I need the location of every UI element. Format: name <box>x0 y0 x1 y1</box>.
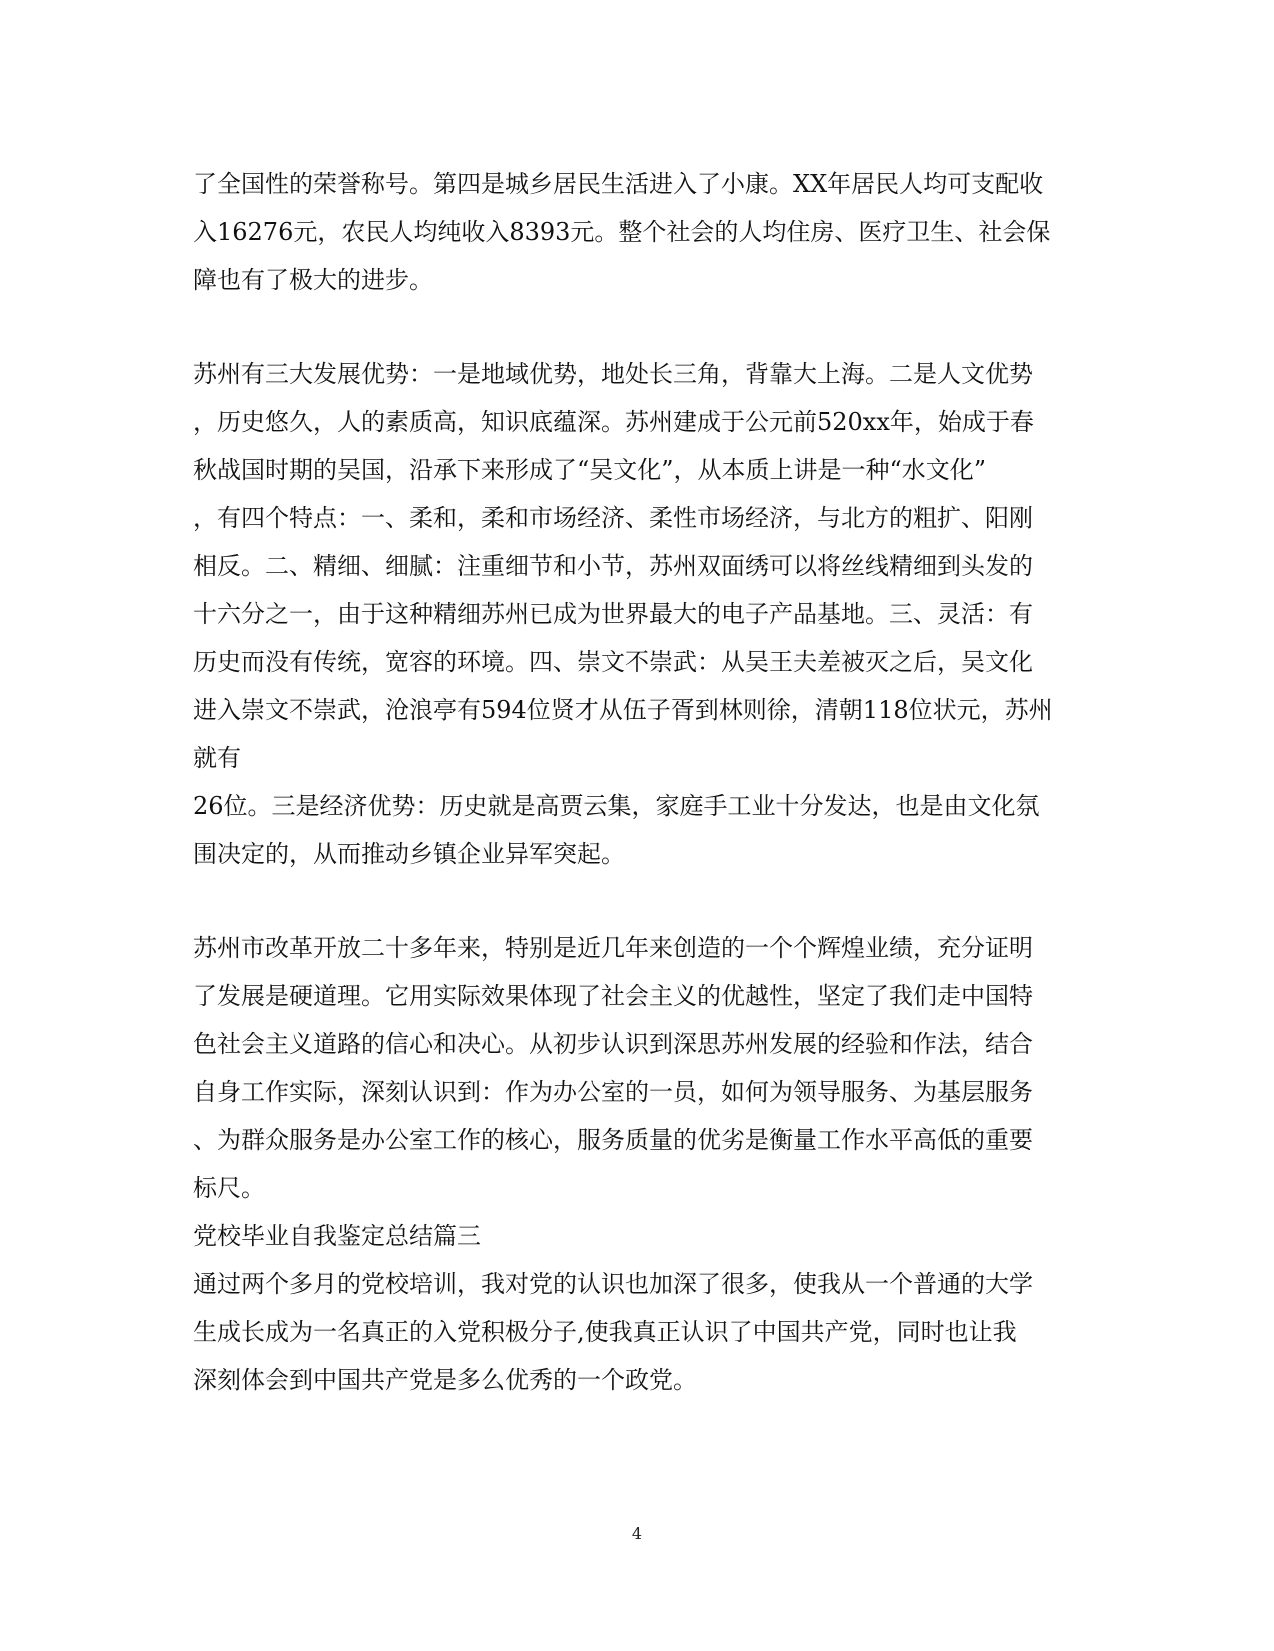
text-line: 历史而没有传统，宽容的环境。四、崇文不崇武：从吴王夫差被灭之后，吴文化 <box>193 648 1033 676</box>
text-line: 相反。二、精细、细腻：注重细节和小节，苏州双面绣可以将丝线精细到头发的 <box>193 552 1033 580</box>
paragraph-spacer <box>193 304 1078 350</box>
text-line: 障也有了极大的进步。 <box>193 266 433 294</box>
paragraph-1 <box>193 160 1078 304</box>
heading-text: 党校毕业自我鉴定总结篇三 <box>193 1222 481 1250</box>
paragraph-4 <box>193 1260 1078 1404</box>
text-line: 色社会主义道路的信心和决心。从初步认识到深思苏州发展的经验和作法，结合 <box>193 1030 1033 1058</box>
text-line: ，历史悠久，人的素质高，知识底蕴深。苏州建成于公元前520xx年，始成于春 <box>193 408 1034 436</box>
section-heading <box>193 1212 1078 1260</box>
text-line: 苏州市改革开放二十多年来，特别是近几年来创造的一个个辉煌业绩，充分证明 <box>193 934 1033 962</box>
text-line: 进入崇文不崇武，沧浪亭有594位贤才从伍子胥到林则徐，清朝118位状元，苏州 <box>193 696 1053 724</box>
text-line: 26位。三是经济优势：历史就是高贾云集，家庭手工业十分发达，也是由文化氛 <box>193 792 1040 820</box>
document-body <box>193 160 1078 1404</box>
text-line: 入16276元，农民人均纯收入8393元。整个社会的人均住房、医疗卫生、社会保 <box>193 218 1051 246</box>
text-line: 了全国性的荣誉称号。第四是城乡居民生活进入了小康。XX年居民人均可支配收 <box>193 170 1044 198</box>
paragraph-spacer <box>193 878 1078 924</box>
paragraph-3 <box>193 924 1078 1212</box>
text-line: 就有 <box>193 744 241 772</box>
text-line: 苏州有三大发展优势：一是地域优势，地处长三角，背靠大上海。二是人文优势 <box>193 360 1033 388</box>
text-line: 了发展是硬道理。它用实际效果体现了社会主义的优越性，坚定了我们走中国特 <box>193 982 1033 1010</box>
text-line: 通过两个多月的党校培训，我对党的认识也加深了很多，使我从一个普通的大学 <box>193 1270 1033 1298</box>
text-line: 生成长成为一名真正的入党积极分子,使我真正认识了中国共产党，同时也让我 <box>193 1318 1017 1346</box>
page-number: 4 <box>631 1524 643 1543</box>
text-line: 深刻体会到中国共产党是多么优秀的一个政党。 <box>193 1366 697 1394</box>
text-line: 标尺。 <box>193 1174 265 1202</box>
paragraph-2 <box>193 350 1078 878</box>
text-line: 自身工作实际，深刻认识到：作为办公室的一员，如何为领导服务、为基层服务 <box>193 1078 1033 1106</box>
text-line: ，有四个特点：一、柔和，柔和市场经济、柔性市场经济，与北方的粗扩、阳刚 <box>193 504 1033 532</box>
text-line: 围决定的，从而推动乡镇企业异军突起。 <box>193 840 625 868</box>
text-line: 秋战国时期的吴国，沿承下来形成了“吴文化”，从本质上讲是一种“水文化” <box>193 456 987 484</box>
text-line: 、为群众服务是办公室工作的核心，服务质量的优劣是衡量工作水平高低的重要 <box>193 1126 1033 1154</box>
text-line: 十六分之一，由于这种精细苏州已成为世界最大的电子产品基地。三、灵活：有 <box>193 600 1033 628</box>
